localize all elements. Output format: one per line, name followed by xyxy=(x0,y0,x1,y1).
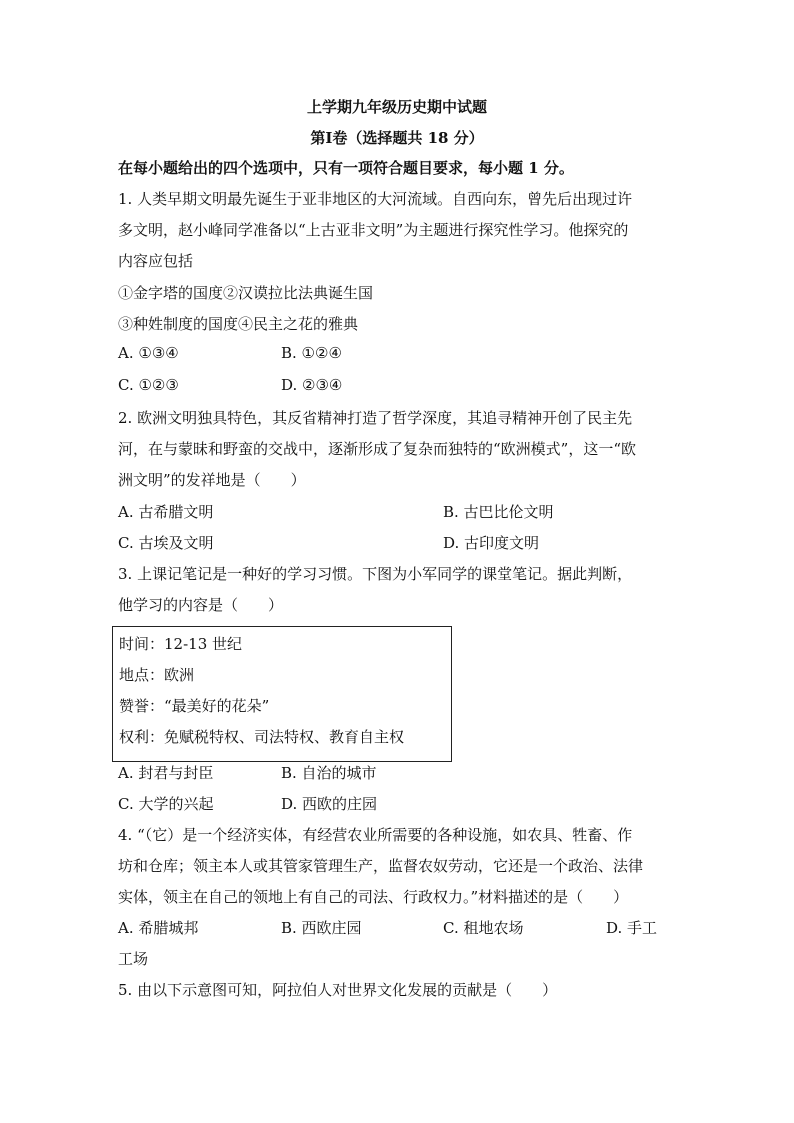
q2-option-a: A. 古希腊文明 xyxy=(118,503,214,521)
question-5-line: 5. 由以下示意图可知，阿拉伯人对世界文化发展的贡献是（ ） xyxy=(118,981,558,999)
q1-option-d: D. ②③④ xyxy=(281,376,343,394)
section-subtitle: 第Ⅰ卷（选择题共 18 分） xyxy=(310,129,484,147)
notes-time: 时间：12-13 世纪 xyxy=(119,635,243,653)
q3-option-d: D. 西欧的庄园 xyxy=(281,795,378,813)
question-1-line: ①金字塔的国度②汉谟拉比法典诞生国 xyxy=(118,284,374,302)
page-title: 上学期九年级历史期中试题 xyxy=(306,98,487,116)
notes-place: 地点：欧洲 xyxy=(119,666,195,684)
notes-praise: 赞誉：“最美好的花朵” xyxy=(119,697,270,715)
q3-option-c: C. 大学的兴起 xyxy=(118,795,214,813)
question-2-line: 2. 欧洲文明独具特色，其反省精神打造了哲学深度，其追寻精神开创了民主先 xyxy=(118,409,633,427)
question-2-line: 洲文明”的发祥地是（ ） xyxy=(118,471,306,489)
question-1-line: ③种姓制度的国度④民主之花的雅典 xyxy=(118,315,359,333)
q2-option-b: B. 古巴比伦文明 xyxy=(443,503,554,521)
q1-option-c: C. ①②③ xyxy=(118,376,179,394)
class-notes-box xyxy=(112,626,452,762)
q3-option-b: B. 自治的城市 xyxy=(281,764,377,782)
instruction: 在每小题给出的四个选项中，只有一项符合题目要求，每小题 1 分。 xyxy=(118,159,574,177)
q1-option-b: B. ①②④ xyxy=(281,344,342,362)
question-4-line: 4. “（它）是一个经济实体，有经营农业所需要的各种设施，如农具、牲畜、作 xyxy=(118,826,633,844)
question-2-line: 河，在与蒙昧和野蛮的交战中，逐渐形成了复杂而独特的“欧洲模式”，这一“欧 xyxy=(118,440,637,458)
q2-option-c: C. 古埃及文明 xyxy=(118,534,214,552)
question-3-line: 3. 上课记笔记是一种好的学习习惯。下图为小军同学的课堂笔记。据此判断， xyxy=(118,565,633,583)
question-1-line: 1. 人类早期文明最先诞生于亚非地区的大河流域。自西向东，曾先后出现过许 xyxy=(118,190,633,208)
q4-option-c: C. 租地农场 xyxy=(443,919,524,937)
question-4-line: 坊和仓库；领主本人或其管家管理生产，监督农奴劳动，它还是一个政治、法律 xyxy=(118,857,644,875)
question-3-line: 他学习的内容是（ ） xyxy=(118,596,284,614)
q4-option-d: D. 手工 xyxy=(606,919,658,937)
q1-option-a: A. ①③④ xyxy=(118,344,179,362)
q4-option-d-wrap: 工场 xyxy=(118,950,149,968)
notes-rights: 权利：免赋税特权、司法特权、教育自主权 xyxy=(119,728,405,746)
question-1-line: 多文明，赵小峰同学准备以“上古亚非文明”为主题进行探究性学习。他探究的 xyxy=(118,221,629,239)
q4-option-b: B. 西欧庄园 xyxy=(281,919,362,937)
question-1-line: 内容应包括 xyxy=(118,252,194,270)
question-4-line: 实体，领主在自己的领地上有自己的司法、行政权力。”材料描述的是（ ） xyxy=(118,888,629,906)
q2-option-d: D. 古印度文明 xyxy=(443,534,540,552)
q3-option-a: A. 封君与封臣 xyxy=(118,764,214,782)
q4-option-a: A. 希腊城邦 xyxy=(118,919,199,937)
